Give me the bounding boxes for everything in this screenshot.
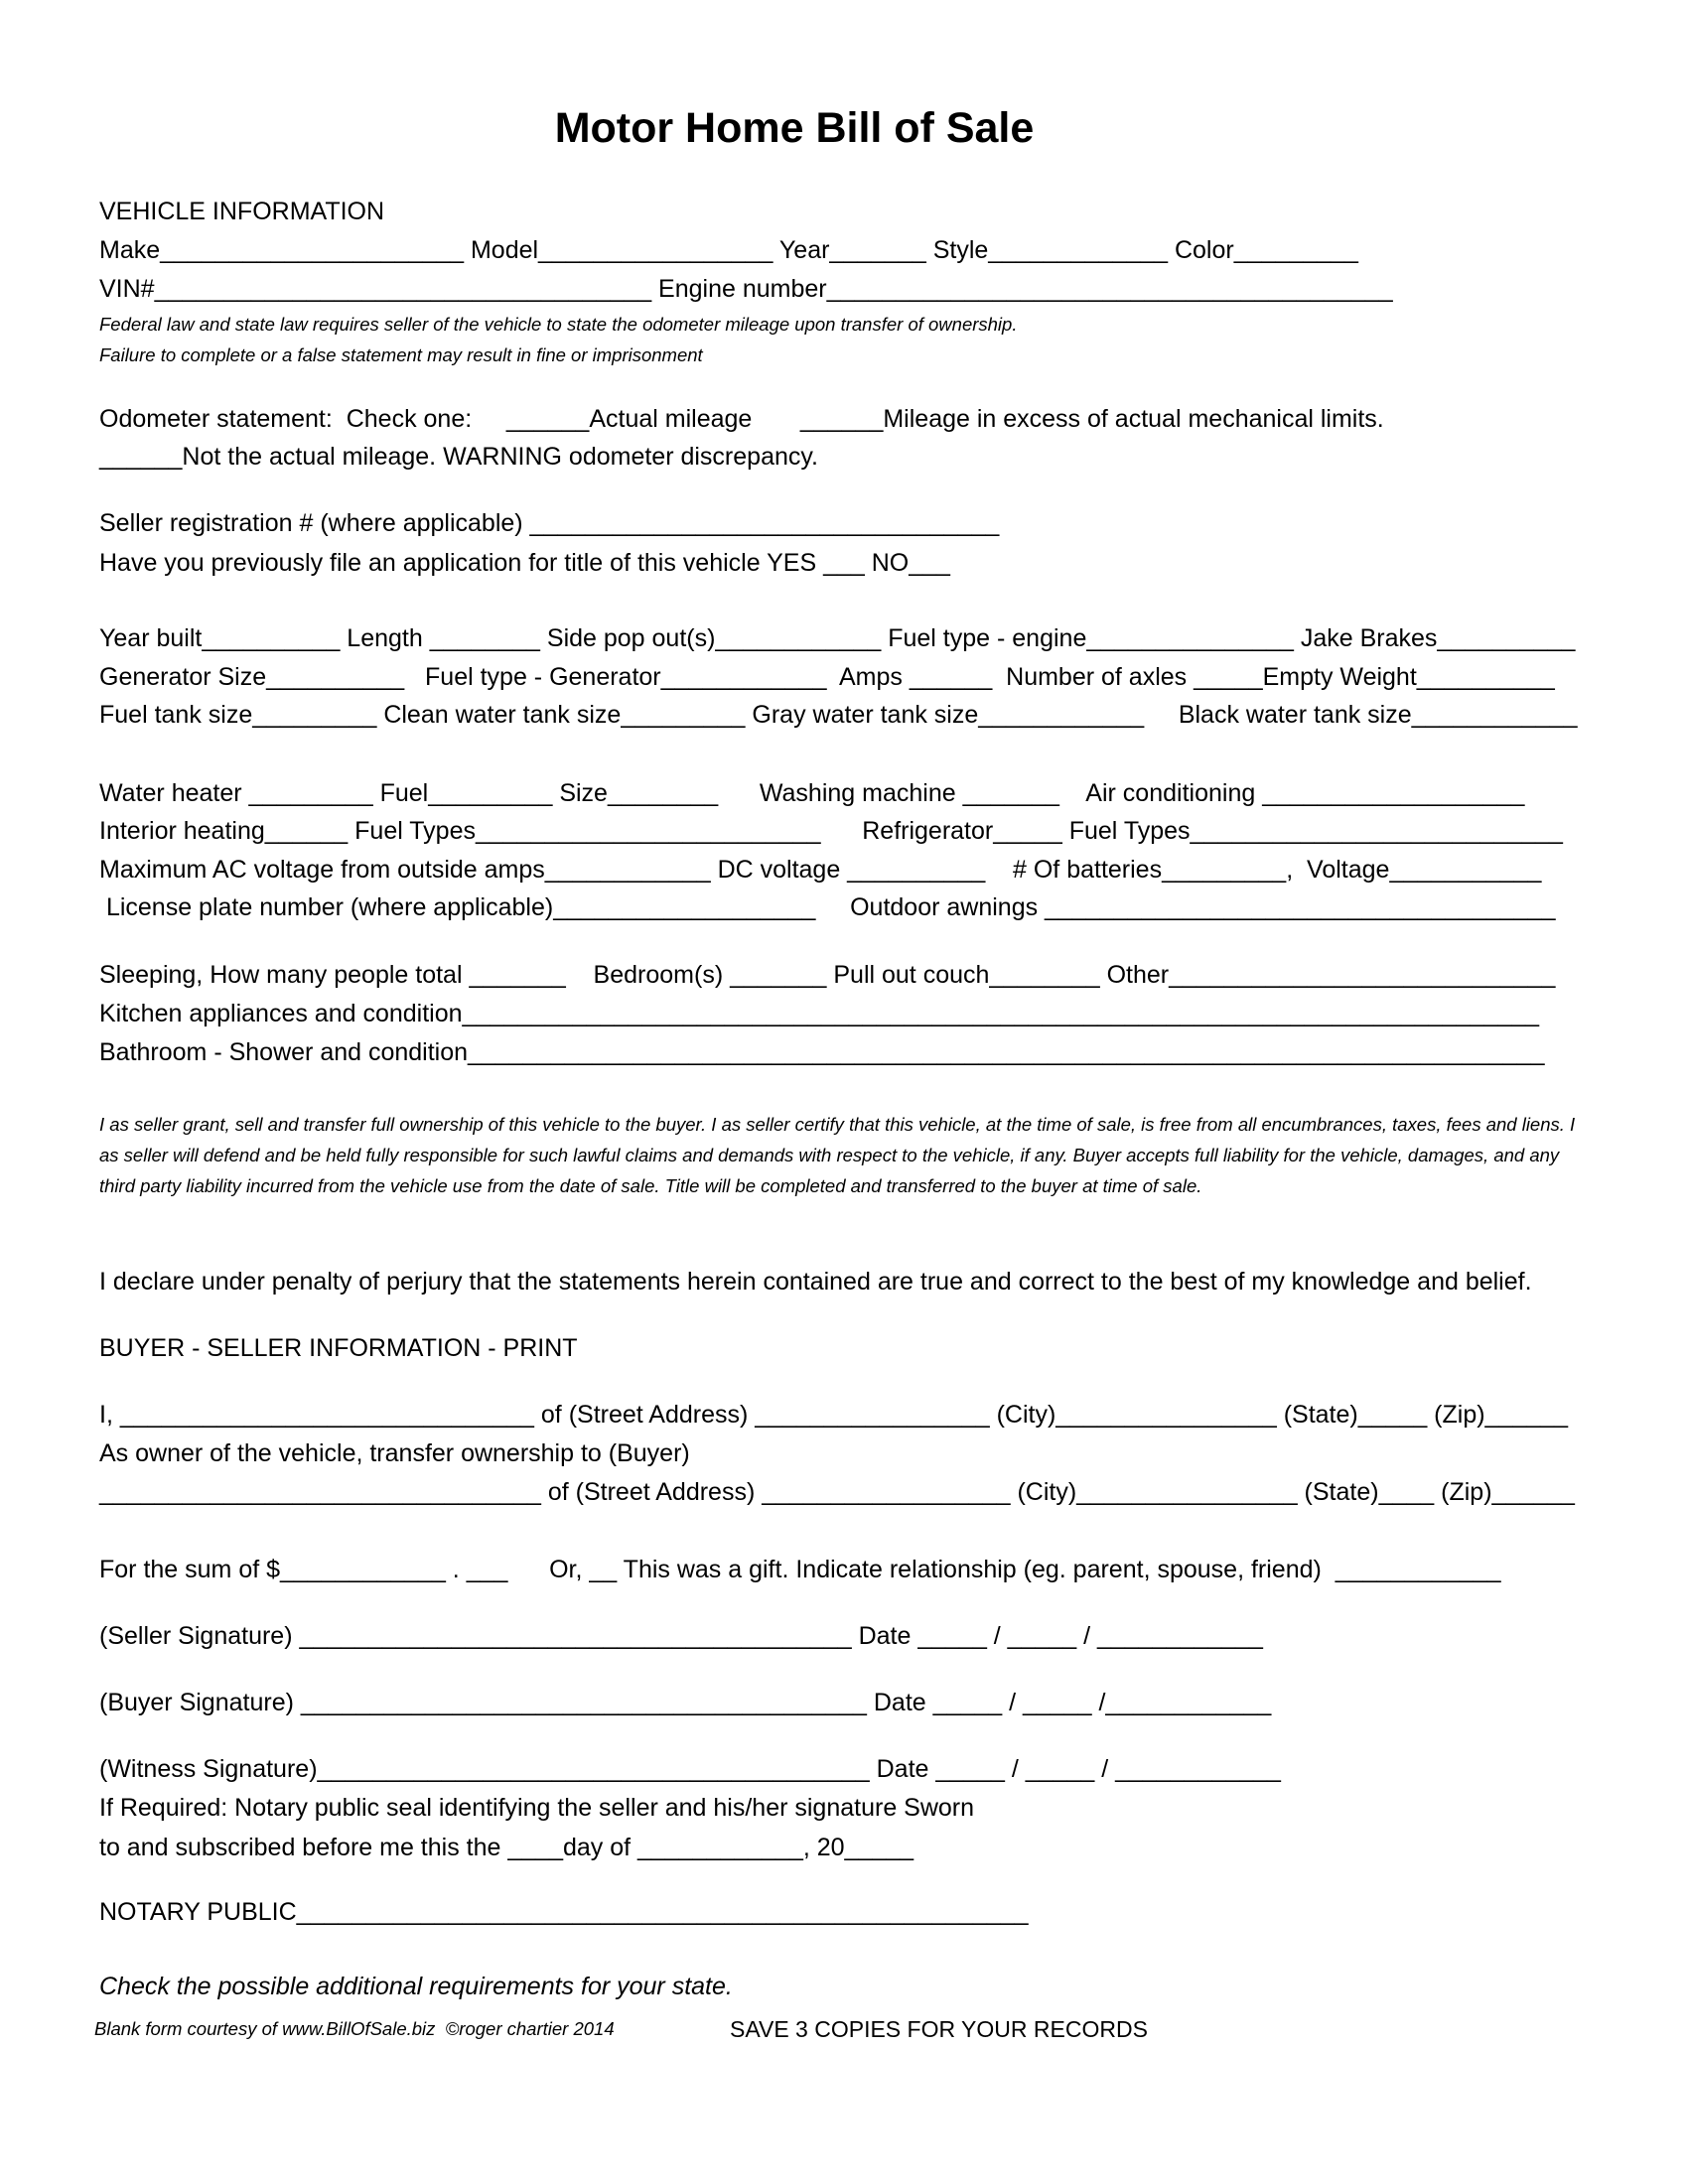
buyer-seller-heading: BUYER - SELLER INFORMATION - PRINT bbox=[99, 1334, 578, 1362]
law-note-2: Failure to complete or a false statement may result in fine or imprisonment bbox=[99, 344, 703, 365]
utilities-line-2: Interior heating______ Fuel Types_________________________ Refrigerator_____ Fuel Types___________________________ bbox=[99, 817, 1563, 845]
make-model-year-line: Make______________________ Model_________________ Year_______ Style_____________ Color_________ bbox=[99, 236, 1358, 264]
specs-line-2: Generator Size__________ Fuel type - Generator____________ Amps ______ Number of axles _____Empty Weight__________ bbox=[99, 663, 1555, 691]
utilities-line-1: Water heater _________ Fuel_________ Size________ Washing machine _______ Air conditioning ___________________ bbox=[99, 779, 1525, 807]
odometer-line-1: Odometer statement: Check one: ______Actual mileage ______Mileage in excess of actual mechanical limits. bbox=[99, 405, 1384, 433]
notary-line-2: to and subscribed before me this the ____day of ____________, 20_____ bbox=[99, 1834, 914, 1861]
bathroom-line: Bathroom - Shower and condition______________________________________________________________________________ bbox=[99, 1038, 1545, 1066]
witness-signature-line: (Witness Signature)________________________________________ Date _____ / _____ / ____________ bbox=[99, 1755, 1281, 1783]
transfer-to-buyer-line: As owner of the vehicle, transfer ownership to (Buyer) bbox=[99, 1439, 690, 1467]
previous-title-line: Have you previously file an application for title of this vehicle YES ___ NO___ bbox=[99, 549, 950, 577]
buyer-signature-line: (Buyer Signature) _________________________________________ Date _____ / _____ /____________ bbox=[99, 1689, 1272, 1716]
transfer-statement: I as seller grant, sell and transfer full ownership of this vehicle to the buyer. I as seller certify that this vehicle, at the time of sale, is free from all encumbrances, taxes, fees and liens. I as seller will defend and be held fully responsible for such lawful claims and demands with respect to the vehicle, if any. Buyer accepts full liability for the vehicle, damages, and any third party liability incurred from the vehicle use from the date of sale. Title will be completed and transferred to the buyer at time of sale. bbox=[99, 1114, 1576, 1196]
seller-address-line: I, ______________________________ of (Street Address) _________________ (City)________________ (State)_____ (Zip)______ bbox=[99, 1401, 1568, 1429]
notary-line-1: If Required: Notary public seal identifying the seller and his/her signature Sworn bbox=[99, 1794, 975, 1822]
vehicle-information-heading: VEHICLE INFORMATION bbox=[99, 198, 385, 225]
seller-registration-line: Seller registration # (where applicable) __________________________________ bbox=[99, 509, 1000, 537]
page-title: Motor Home Bill of Sale bbox=[554, 104, 1035, 152]
declaration: I declare under penalty of perjury that the statements herein contained are true and correct to the best of my knowledge and belief. bbox=[99, 1268, 1532, 1296]
utilities-line-3: Maximum AC voltage from outside amps____________ DC voltage __________ # Of batteries_________, Voltage___________ bbox=[99, 856, 1542, 884]
seller-signature-line: (Seller Signature) ________________________________________ Date _____ / _____ / ____________ bbox=[99, 1622, 1263, 1650]
utilities-line-4: License plate number (where applicable)___________________ Outdoor awnings _____________________________________ bbox=[99, 893, 1556, 921]
law-note-1: Federal law and state law requires seller of the vehicle to state the odometer mileage upon transfer of ownership. bbox=[99, 314, 1018, 335]
check-requirements-note: Check the possible additional requirements for your state. bbox=[99, 1973, 733, 2000]
sum-line: For the sum of $____________ . ___ Or, __ This was a gift. Indicate relationship (eg. parent, spouse, friend) ____________ bbox=[99, 1556, 1501, 1583]
kitchen-line: Kitchen appliances and condition______________________________________________________________________________ bbox=[99, 1000, 1540, 1027]
odometer-line-2: ______Not the actual mileage. WARNING odometer discrepancy. bbox=[99, 443, 818, 471]
specs-line-1: Year built__________ Length ________ Side pop out(s)____________ Fuel type - engine_______________ Jake Brakes__________ bbox=[99, 624, 1576, 652]
footer-save-copies: SAVE 3 COPIES FOR YOUR RECORDS bbox=[730, 2016, 1148, 2042]
notary-public-line: NOTARY PUBLIC_____________________________________________________ bbox=[99, 1898, 1029, 1926]
buyer-address-line: ________________________________ of (Street Address) __________________ (City)________________ (State)____ (Zip)______ bbox=[99, 1478, 1575, 1506]
footer-courtesy: Blank form courtesy of www.BillOfSale.biz ©roger chartier 2014 bbox=[94, 2018, 615, 2039]
specs-line-3: Fuel tank size_________ Clean water tank size_________ Gray water tank size____________ Black water tank size____________ bbox=[99, 701, 1578, 729]
vin-engine-line: VIN#____________________________________ Engine number_________________________________________ bbox=[99, 275, 1393, 303]
living-line-1: Sleeping, How many people total _______ Bedroom(s) _______ Pull out couch________ Other____________________________ bbox=[99, 961, 1556, 989]
